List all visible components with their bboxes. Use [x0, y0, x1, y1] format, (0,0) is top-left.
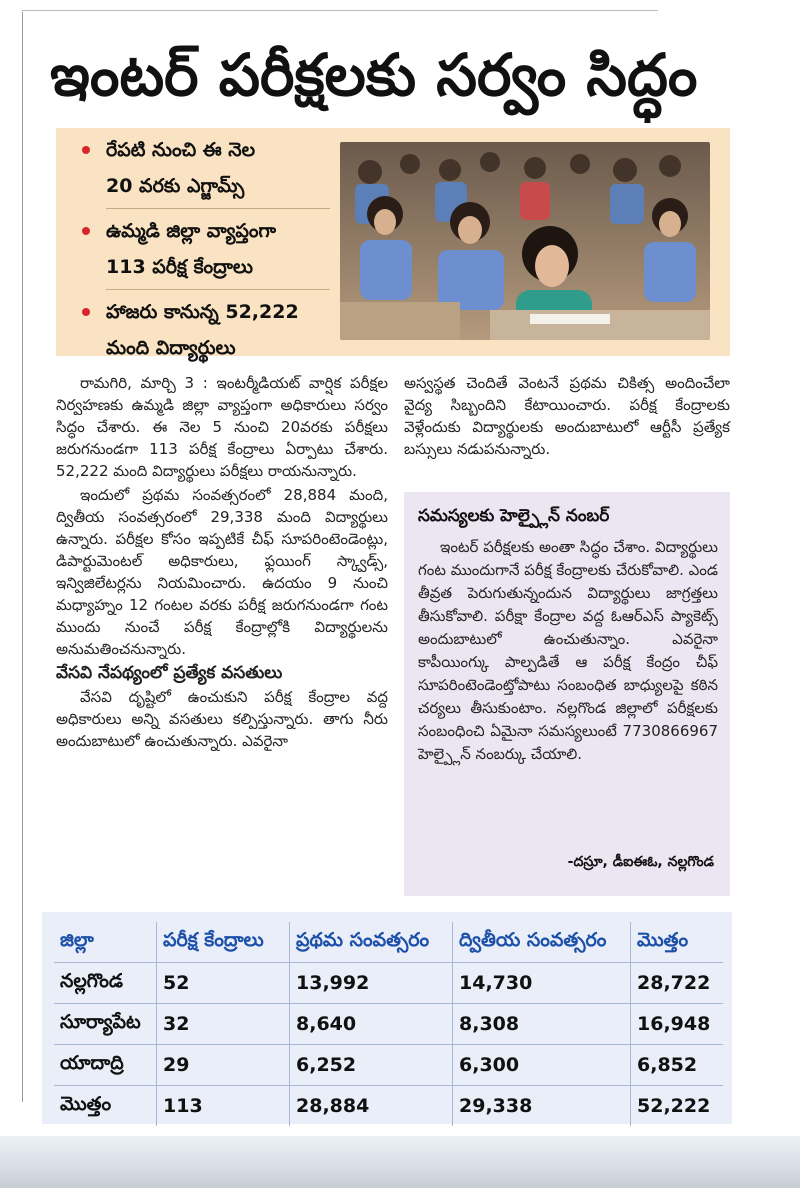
bullet-dot-icon	[82, 227, 90, 235]
helpline-body	[418, 536, 718, 766]
highlight-line: 20 వరకు ఎగ్జామ్స్	[106, 175, 245, 197]
article-paragraph: అస్వస్థత చెందితే వెంటనే ప్రథమ చికిత్స అందించేలా వైద్య సిబ్బందిని కేటాయించారు. పరీక్ష కేంద్రాలకు వెళ్లేందుకు విద్యార్థులకు అందుబాటులో ఆర్టీసీ ప్రత్యేక బస్సులు నడుపనున్నారు.	[404, 374, 730, 458]
table-row	[54, 1004, 723, 1045]
highlights-panel	[56, 128, 730, 359]
exam-hall-photo	[340, 142, 710, 340]
table-cell: యాదాద్రి	[54, 1045, 157, 1086]
bullet-dot-icon	[82, 308, 90, 316]
page-bottom-background	[0, 1136, 800, 1188]
table-cell: 8,640	[290, 1004, 453, 1045]
table-cell: మొత్తం	[54, 1086, 157, 1127]
helpline-paragraph: ఇంటర్ పరీక్షలకు అంతా సిద్ధం చేశాం. విద్యార్థులు గంట ముందుగానే పరీక్ష కేంద్రాలకు చేరుకోవాలి. ఎండ తీవ్రత పెరుగుతున్నందున విద్యార్థులు జాగ్రత్తలు తీసుకోవాలి. పరీక్షా కేంద్రాల వద్ద ఓఆర్ఎస్ ప్యాకెట్స్ అందుబాటులో ఉంచుతున్నాం. ఎవరైనా కాపీయింగ్కు పాల్పడితే ఆ పరీక్ష కేంద్రం చీఫ్ సూపరింటెండెంట్తోపాటు సంబంధిత బాధ్యులపై కఠిన చర్యలు తీసుకుంటాం. నల్లగొండ జిల్లాలో పరీక్షలకు సంబంధించి ఏమైనా సమస్యలుంటే 7730866967 హెల్ప్లైన్ నంబర్కు చేయాలి.	[418, 538, 718, 763]
highlight-list	[80, 132, 330, 366]
column-header: ద్వితీయ సంవత్సరం	[453, 922, 631, 963]
column-header: జిల్లా	[60, 928, 94, 951]
table-cell: 13,992	[290, 963, 453, 1004]
table-cell: 6,300	[453, 1045, 631, 1086]
table-header-row	[54, 922, 723, 963]
bullet-dot-icon	[82, 146, 90, 154]
table-cell: 14,730	[453, 963, 631, 1004]
highlight-line: 113 పరీక్ష కేంద్రాలు	[106, 256, 253, 278]
table-cell: 52,222	[631, 1086, 724, 1127]
table-cell: సూర్యాపేట	[54, 1004, 157, 1045]
table-cell: 8,308	[453, 1004, 631, 1045]
article-column-1	[56, 372, 388, 754]
left-rule	[22, 12, 23, 1102]
divider	[106, 208, 330, 209]
divider	[106, 289, 330, 290]
statistics-table	[54, 922, 723, 1126]
highlight-item	[80, 213, 330, 290]
highlight-line: ఉమ్మడి జిల్లా వ్యాప్తంగా	[106, 220, 277, 242]
table-cell: 16,948	[631, 1004, 724, 1045]
article-column-2	[404, 372, 730, 460]
table-cell: 32	[157, 1004, 290, 1045]
table-cell: నల్లగొండ	[54, 963, 157, 1004]
table-cell: 113	[157, 1086, 290, 1127]
highlight-item	[80, 132, 330, 209]
table-total-row	[54, 1086, 723, 1127]
headline: ఇంటర్ పరీక్షలకు సర్వం సిద్ధం	[50, 41, 698, 109]
article-paragraph: ఇందులో ప్రథమ సంవత్సరంలో 28,884 మంది, ద్వితీయ సంవత్సరంలో 29,338 మంది విద్యార్థులు ఉన్నారు. పరీక్షల కోసం ఇప్పటికే చీఫ్ సూపరింటెండెంట్లు, డిపార్టుమెంటల్ అధికారులు, ఫ్లయింగ్ స్క్వాడ్స్, ఇన్విజిలేటర్లను నియమించారు. ఉదయం 9 నుంచి మధ్యాహ్నం 12 గంటల వరకు పరీక్ష జరుగనుండగా గంట ముందు నుంచే పరీక్ష కేంద్రాల్లోకి విద్యార్థులను అనుమతించనున్నారు.	[56, 486, 388, 658]
helpline-box	[404, 492, 730, 896]
statistics-table-panel	[42, 912, 732, 1124]
highlight-item	[80, 294, 330, 366]
column-header: పరీక్ష కేంద్రాలు	[157, 922, 290, 963]
article-paragraph: వేసవి దృష్టిలో ఉంచుకుని పరీక్ష కేంద్రాల వద్ద అధికారులు అన్ని వసతులు కల్పిస్తున్నారు. తాగు నీరు అందుబాటులో ఉంచుతున్నారు. ఎవరైనా	[56, 688, 388, 750]
table-row	[54, 1045, 723, 1086]
table-row	[54, 963, 723, 1004]
table-cell: 29	[157, 1045, 290, 1086]
highlight-line: మంది విద్యార్థులు	[106, 337, 236, 359]
highlight-line: రేపటి నుంచి ఈ నెల	[106, 139, 256, 161]
table-cell: 6,852	[631, 1045, 724, 1086]
article-subheading: వేసవి నేపథ్యంలో ప్రత్యేక వసతులు	[56, 663, 283, 683]
column-header: మొత్తం	[631, 922, 724, 963]
helpline-signature: -దస్రూ, డీఐఈఓ, నల్లగొండ	[567, 854, 714, 870]
table-cell: 28,884	[290, 1086, 453, 1127]
highlight-line: హాజరు కానున్న 52,222	[106, 301, 299, 323]
top-rule	[22, 10, 658, 11]
table-cell: 29,338	[453, 1086, 631, 1127]
table-cell: 28,722	[631, 963, 724, 1004]
table-cell: 52	[157, 963, 290, 1004]
article-paragraph: రామగిరి, మార్చి 3 : ఇంటర్మీడియట్ వార్షిక పరీక్షల నిర్వహణకు ఉమ్మడి జిల్లా వ్యాప్తంగా అధికారులు సర్వం సిద్ధం చేశారు. ఈ నెల 5 నుంచి 20వరకు పరీక్షలు జరుగనుండగా 113 పరీక్ష కేంద్రాలు ఏర్పాటు చేశారు. 52,222 మంది విద్యార్థులు పరీక్షలు రాయనున్నారు.	[56, 374, 388, 480]
helpline-title: సమస్యలకు హెల్ప్లైన్ నంబర్	[418, 506, 610, 526]
table-cell: 6,252	[290, 1045, 453, 1086]
column-header: ప్రథమ సంవత్సరం	[290, 922, 453, 963]
